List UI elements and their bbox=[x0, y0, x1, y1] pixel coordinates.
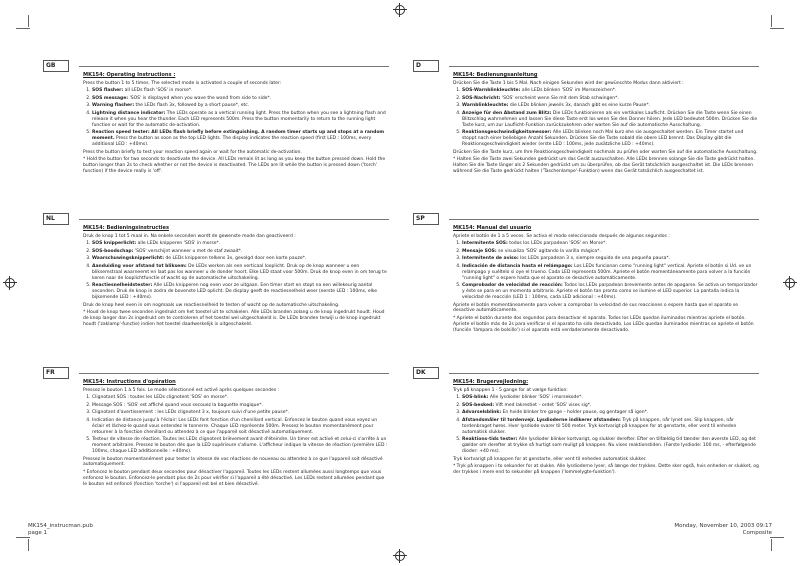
item-text: alle LEDs blinken 'SOS' im Morsezeichen*. bbox=[520, 88, 617, 94]
item-lead: Intermitente de aviso: bbox=[462, 256, 519, 262]
mode-list bbox=[83, 241, 389, 301]
item-text: Los LEDs funcionan como "running light" vertical. Apriete el botón si Ud. ve un relámpago y suéltelo si oye el trueno. Cada LED representa 500m. Apriete el botón momentáneamente para volver a la función "running light" o espere hasta que el aparato se desactive automáticamente. bbox=[462, 263, 752, 281]
language-code: D bbox=[413, 60, 439, 72]
item-lead: Reactiesnelheidstester: bbox=[92, 283, 153, 289]
item-lead: Mensaje SOS: bbox=[462, 248, 497, 254]
language-code: NL bbox=[43, 213, 69, 225]
item-text: los LEDs parpadean 3 x, siempre seguido de una pequeña pausa*. bbox=[518, 256, 671, 262]
list-item bbox=[462, 241, 759, 247]
after-text: Drücken Sie die Taste kurz, um Ihre Reaktionsgeschwindigkeit nochmals zu prüfen oder warten Sie auf die automatische Ausschaltung. bbox=[453, 149, 758, 155]
list-item bbox=[462, 418, 759, 436]
registration-mark bbox=[783, 276, 797, 290]
list-item bbox=[92, 256, 389, 262]
section-title: MK154: Bedienungsanleitung bbox=[453, 72, 538, 78]
footnote: * Apriete el botón durante dos segundos para desactivar el aparato. Todos los LEDs quedan iluminados mientras apriete el botón. Apriete el botón más de 2s para verificar si el aparato ha sido desactivado. Los LEDs quedan iluminados mientras se apriete el botón (función 'lámpara de bolsillo') si el aparato está verdaderamente desactivado. bbox=[453, 315, 754, 333]
list-item bbox=[462, 410, 759, 416]
language-code: FR bbox=[43, 367, 69, 379]
mode-list bbox=[453, 88, 759, 148]
list-item bbox=[462, 111, 759, 129]
item-text: The LEDs operate as a vertical running light. Press the button when you see a lightning flash and release it when you hear the thunder. Each LED represents 500m. Press the button momentarily to return to the running light function or wait for the automatic de-activation. bbox=[92, 110, 386, 128]
mode-list bbox=[83, 395, 389, 455]
section-body bbox=[453, 81, 759, 176]
footnote: * Halten Sie die Taste zwei Sekunden gedrückt um das Gerät auszuschalten. Alle LEDs brennen solange Sie die Taste gedrückt halten. Halten Sie die Taste länger als 2 Sekunden gedrückt um zu überprüfen, ob das Gerät tatsächlich ausgeschaltet ist. Die LEDs brennen während Sie die Taste gedrückt halten ('Taschenlampe'-Funktion) wenn das Gerät tatsächlich ausgeschaltet ist. bbox=[453, 156, 755, 174]
item-lead: Aanduiding voor afstand tot bliksem: bbox=[92, 263, 187, 269]
list-item bbox=[92, 437, 389, 455]
item-text: Alle LEDs blinken noch Mal kurz ehe sie ausgeschaltet werden. Ein Timer startet und stoppt nach einer beliebigen Anzahl Sekunden. Drücken Sie die Taste sobald die obere LED brennt. Das Display gibt die Reaktionsgeschwindigkeit wieder (erste LED : 100ms, jede zusätzliche LED : +40ms). bbox=[462, 130, 744, 148]
footer-date: Monday, November 10, 2003 09:17 bbox=[674, 523, 772, 529]
mode-list bbox=[83, 88, 389, 148]
section-divider bbox=[449, 66, 759, 67]
footnote: * Enfoncez le bouton pendant deux secondes pour désactiver l'appareil. Toutes les LEDs restent allumées aussi longtemps que vous enfoncez le bouton. Enfoncez-le pendant plus de 2s pour vérifier si l'appareil a été désactivé. Les LEDs restent allumées pendant que le bouton est enfoncé (fonction 'torche') si l'appareil est bel et bien désactivé. bbox=[83, 469, 385, 487]
list-item bbox=[92, 88, 389, 94]
intro-text: Apriete el botón de 1 a 5 veces. Se activa el modo seleccionado después de algunos segundos : bbox=[453, 234, 670, 239]
list-item bbox=[92, 111, 389, 129]
item-text: Alle LEDs knipperen nog even voor ze uitgaan. Een timer start en stopt na een willekeurig aantal seconden. Druk de knop in zodra de bovenste LED oplicht. De display geeft de reactiesnelheid weer (eerste LED : 100ms, elke bijkomende LED : +40ms). bbox=[92, 283, 378, 301]
item-lead: Comprobador de velocidad de reacción: bbox=[462, 283, 563, 289]
list-item bbox=[462, 249, 759, 255]
section-body bbox=[83, 81, 389, 176]
item-text: Todos los LEDs parpadean brevemente antes de apagarse. Se activa un temporizador y éste se para en un momento arbitrario. Apriete el botón tan pronto como se ilumine el LED superior. La pantalla indica la velocidad de reacción (LED 1 : 100ms, cada LED adicional : +40ms). bbox=[462, 283, 758, 301]
item-text: 'SOS' verschijnt wanneer u met de staf zwaait*. bbox=[133, 248, 243, 254]
section-title: MK154: Manual del usuario bbox=[453, 225, 532, 231]
language-code: SP bbox=[413, 213, 439, 225]
footer-mode: Composite bbox=[742, 530, 772, 536]
list-item bbox=[462, 103, 759, 109]
item-text: 'SOS' erscheint wenn Sie mit dem Stab schwingen*. bbox=[500, 95, 619, 101]
section-title: MK154: Bedieningsinstructies bbox=[83, 225, 169, 231]
item-lead: Lightning distance indicator: bbox=[92, 110, 166, 116]
section-body bbox=[453, 234, 759, 335]
after-text: Apriete el botón momentáneamente para volver a comprobar la velocidad de sus reacciones o espere hasta que el aparato se desactive automáticamente. bbox=[453, 302, 739, 314]
item-text: Tryk på knappen, når lynet ses. Slip knappen, når tordenbraget høres. Hver lysdiode svarer til 500 meter. Tryk kortvarigt på knappen for at genstarte, eller vent til enheden automatisk slukker. bbox=[462, 417, 737, 435]
list-item bbox=[92, 241, 389, 247]
list-item bbox=[462, 437, 759, 455]
footer-right bbox=[674, 523, 772, 537]
section-title: MK154: Operating Instructions : bbox=[83, 72, 176, 78]
item-text: Clignotant SOS : toutes les LEDs clignotent 'SOS' en morse*. bbox=[92, 395, 229, 401]
registration-mark bbox=[393, 549, 407, 563]
list-item bbox=[462, 256, 759, 262]
item-text: todos los LEDs parpadean 'SOS' en Morse*. bbox=[507, 241, 607, 247]
intro-text: Drücken Sie die Taste 1 bis 5 Mal. Nach einigen Sekunden wird der gewünschte Modus dann aktiviert : bbox=[453, 81, 684, 86]
language-code: DK bbox=[413, 367, 439, 379]
item-lead: Reaction speed tester: All LEDs flash briefly before extinguishing. A random timer starts up and stops at a random moment. bbox=[92, 130, 385, 142]
item-text: Testeur de vitesse de réaction. Toutes les LEDs clignotent brièvement avant d'éteindre. Un timer est activé et celui-ci s'arrête à un moment arbitraire. Pressez le bouton dès que la LED supérieure s'allume. L'afficheur indique la vitesse de réaction (première LED : 100ms, chaque LED additionnelle : +40ms). bbox=[92, 437, 388, 455]
footnote: * Tryk på knappen i to sekunder for at slukke. Alle lysdioderne lyser, så længe der trykkes. Dette sker også, hvis enheden er slukket, og der trykkes i mere end to sekunder på knappen ('lommelygte-funktion'). bbox=[453, 463, 759, 475]
section-body bbox=[83, 234, 389, 329]
item-lead: Advarselsblink: bbox=[462, 410, 502, 416]
item-text: Vift med lakrestiet – ordet 'SOS' vises sig*. bbox=[494, 402, 592, 408]
item-lead: SOS-boodschap: bbox=[92, 248, 134, 254]
item-text: En hvide blinker tre gange – holder pause, og gentager så igen*. bbox=[501, 410, 649, 416]
list-item bbox=[92, 418, 389, 436]
section-body bbox=[453, 388, 759, 477]
item-lead: Warnblinkleuchte: bbox=[462, 103, 509, 109]
list-item bbox=[92, 130, 389, 148]
section-body bbox=[83, 388, 389, 489]
intro-text: Druk de knop 1 tot 5 maal in. Na enkele seconden wordt de gewenste mode dan geactiveerd : bbox=[83, 234, 296, 239]
section-divider bbox=[79, 373, 389, 374]
item-text: Message SOS : 'SOS' est affiché quand vous secouez la baguette magique*. bbox=[92, 402, 263, 408]
list-item bbox=[462, 395, 759, 401]
item-lead: SOS-besked: bbox=[462, 402, 495, 408]
item-text: Press the button as soon as the top LED lights. The display indicates the reaction speed (first LED : 100ms, every additional LED : +40ms). bbox=[92, 136, 372, 148]
item-lead: SOS-blink: bbox=[462, 395, 489, 401]
section-title: MK154: Brugervejledning: bbox=[453, 379, 529, 385]
list-item bbox=[462, 403, 759, 409]
list-item bbox=[462, 264, 759, 282]
list-item bbox=[92, 395, 389, 401]
intro-text: Pressez le bouton 1 à 5 fois. Le mode sélectionné est activé après quelques secondes : bbox=[83, 388, 280, 393]
item-text: the LEDs flash 3x, followed by a short pause*, etc. bbox=[134, 103, 250, 109]
mode-list bbox=[453, 395, 759, 455]
list-item bbox=[92, 410, 389, 416]
item-lead: SOS-Nachricht: bbox=[462, 95, 501, 101]
section-divider bbox=[449, 219, 759, 220]
intro-text: Tryk på knappen 1 - 5 gange for at vælge funktion: bbox=[453, 388, 568, 393]
item-lead: SOS flasher: bbox=[92, 88, 124, 94]
after-text: Tryk kortvarigt på knappen for at genstarte, eller vent til enheden automatisk slukker. bbox=[453, 456, 647, 462]
footnote: * Houd de knop twee seconden ingedrukt om het toestel uit te schakelen. Alle LEDs branden zolang u de knop ingedrukt houdt. Houd de knop langer dan 2s ingedrukt om te controleren of het toestel wel uitgeschakeld is. De LEDs branden terwijl u de knop ingedrukt houdt ('zaklamp'-functie) indien het toestel daadwerkelijk is uitgeschakeld. bbox=[83, 309, 385, 327]
list-item bbox=[92, 264, 389, 282]
list-item bbox=[462, 130, 759, 148]
item-lead: Reaktions-tids tester: bbox=[462, 437, 518, 443]
language-code: GB bbox=[43, 60, 69, 72]
item-text: die LEDs blinken jeweils 3x, danach gibt es eine kurze Pause*. bbox=[508, 103, 650, 109]
registration-mark bbox=[3, 276, 17, 290]
section-divider bbox=[449, 373, 759, 374]
item-text: 'SOS' is displayed when you wave the wand from side to side*. bbox=[128, 95, 272, 101]
item-text: Alle lysdioder blinker 'SOS' i morsekode*. bbox=[488, 395, 583, 401]
item-lead: Afstandsmåler til tordenvejr. Lysdioderne indikerer afstanden: bbox=[462, 417, 621, 423]
item-lead: Intermitente SOS: bbox=[462, 241, 508, 247]
list-item bbox=[462, 88, 759, 94]
list-item bbox=[92, 283, 389, 301]
section-divider bbox=[79, 219, 389, 220]
item-lead: SOS-Warnblinkleuchte: bbox=[462, 88, 521, 94]
list-item bbox=[92, 403, 389, 409]
item-text: Clignotant d'avertissement : les LEDs clignotent 3 x, toujours suivi d'une petite pause*. bbox=[92, 410, 290, 416]
intro-text: Press the button 1 to 5 times. The selected mode is activated a couple of seconds later: bbox=[83, 81, 282, 86]
item-lead: SOS message: bbox=[92, 95, 129, 101]
item-text: alle LEDs knipperen 'SOS' in morse*. bbox=[136, 241, 221, 247]
item-text: de LEDs knipperen telkens 3x, gevolgd door een korte pauze*. bbox=[164, 256, 307, 262]
item-lead: Indicación de distancia hasta el relámpago: bbox=[462, 263, 573, 269]
registration-mark bbox=[393, 3, 407, 17]
section-divider bbox=[79, 66, 389, 67]
after-text: Pressez le bouton momentanément pour tester la vitesse de vos réactions de nouveau ou attendez à ce que l'appareil soit désactivé automatiquement. bbox=[83, 456, 383, 468]
list-item bbox=[462, 96, 759, 102]
section-title: MK154: Instructions d'opération bbox=[83, 379, 176, 385]
footer-left bbox=[28, 523, 93, 537]
item-text: Indication de distance jusqu'à l'éclair: Les LEDs font fonction d'un chenillard vertical. Enfoncez le bouton quand vous voyez un éclair et lâchez-le quand vous entendez le tonnerre. Chaque LED représente 500m. Pressez le bouton momentanément pour retourner à la fonction chenillard ou attendez à ce que l'appareil soit désactivé automatiquement. bbox=[92, 417, 378, 435]
list-item bbox=[92, 249, 389, 255]
footnote: * Hold the button for two seconds to deactivate the device. All LEDs remain lit as long as you keep the button pressed down. Hold the button longer than 2s to check whether or not the device is deactivated. The LEDs are lit while the button is pressed down ('torch' function) if the device really is 'off'. bbox=[83, 156, 386, 174]
list-item bbox=[462, 283, 759, 301]
footer-page: page 1 bbox=[28, 530, 47, 536]
item-lead: Warning flasher: bbox=[92, 103, 135, 109]
item-lead: Anzeige für den Abstand zum Blitz: bbox=[462, 110, 552, 116]
item-text: all LEDs flash 'SOS' in morse*. bbox=[123, 88, 193, 94]
list-item bbox=[92, 103, 389, 109]
item-text: De LEDs werken als een verticaal looplicht. Druk op de knop wanneer u een bliksemstraal waarneemt en laat pas los wanneer u de donder hoort. Elke LED staat voor 500m. Druk de knop even in om terug te keren naar de looplichtfunctie of wacht op de automatische uitschakeling. bbox=[92, 263, 387, 281]
footer-filename: MK154_instrucman.pub bbox=[28, 523, 93, 529]
item-lead: SOS knipperlicht: bbox=[92, 241, 137, 247]
item-text: Alle lysdioder blinker kortvarigt, og slukker derefter. Efter en tilfældig tid tænder den øverste LED, og det gælder om derefter at trykke så hurtigt som muligt på knappen. Nu vises reaktionstiden. (Første lysdiode: 100 ms, - efterfølgende dioder: +40 ms). bbox=[462, 437, 756, 455]
mode-list bbox=[453, 241, 759, 301]
item-lead: Waarschuwingsknipperlicht: bbox=[92, 256, 165, 262]
item-text: Die LEDs funktionieren als ein vertikales Lauflicht. Drücken Sie die Taste wenn Sie einen Blitzschlag wahrnehmen und lassen Sie diese Taste erst los wenn Sie den Donner hören. Jede LED bedeutet 500m. Drücken Sie die Taste kurz, um zur Lauflicht-Funktion zurückzukehren oder warten Sie auf die automatische Ausschaltung. bbox=[462, 110, 758, 128]
list-item bbox=[92, 96, 389, 102]
after-text: Druk de knop heel even in om nogmaals uw reactiesnelheid te testen of wacht op de automatische uitschakeling. bbox=[83, 302, 340, 308]
after-text: Press the button briefly to test your reaction speed again or wait for the automatic de-activation. bbox=[83, 149, 302, 155]
item-text: se visualiza 'SOS' agitando la varilla mágica*. bbox=[496, 248, 601, 254]
item-lead: Reaktionsgeschwindigkeitsmesser: bbox=[462, 130, 552, 136]
